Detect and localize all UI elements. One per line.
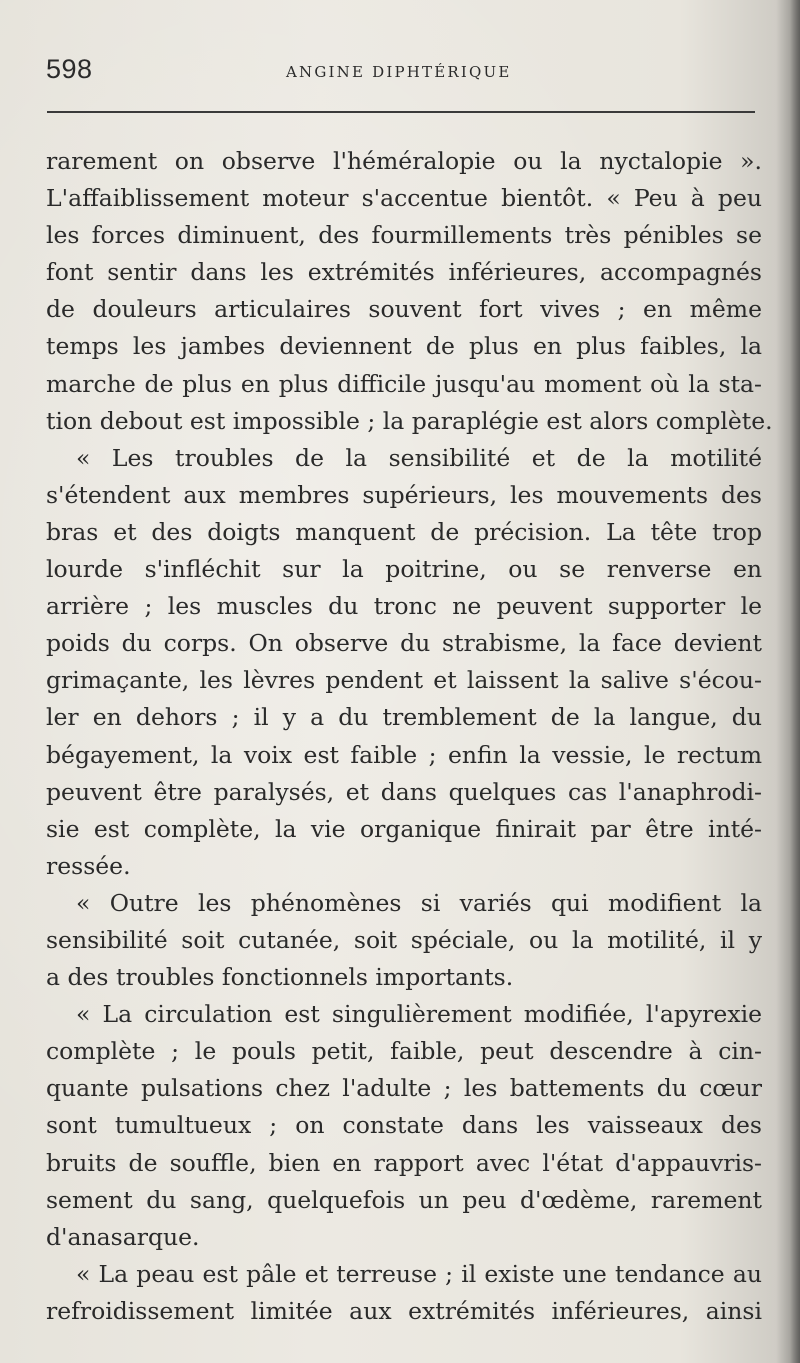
text-line: peuvent être paralysés, et dans quelques cas l'anaphrodi- [46, 777, 762, 806]
text-line: refroidissement limitée aux extrémités inférieures, ainsi [46, 1296, 762, 1325]
text-line: temps les jambes deviennent de plus en plus faibles, la [46, 332, 762, 361]
text-line: les forces diminuent, des fourmillements très pénibles se [46, 221, 762, 250]
text-line: bruits de souffle, bien en rapport avec l'état d'appauvris- [46, 1148, 762, 1177]
text-line: bras et des doigts manquent de précision. La tête trop [46, 517, 762, 546]
text-line: sie est complète, la vie organique finirait par être inté- [46, 814, 762, 843]
text-line: « Les troubles de la sensibilité et de la motilité [76, 443, 762, 472]
text-line: L'affaiblissement moteur s'accentue bientôt. « Peu à peu [46, 184, 762, 213]
text-line: bégayement, la voix est faible ; enfin la vessie, le rectum [46, 740, 762, 769]
text-line: de douleurs articulaires souvent fort vives ; en même [46, 295, 762, 324]
text-line: a des troubles fonctionnels importants. [46, 963, 514, 992]
text-line: poids du corps. On observe du strabisme, la face devient [46, 629, 762, 658]
text-line: sont tumultueux ; on constate dans les vaisseaux des [46, 1111, 762, 1140]
text-line: s'étendent aux membres supérieurs, les mouvements des [46, 480, 762, 509]
body-text [46, 143, 773, 1330]
text-line: font sentir dans les extrémités inférieures, accompagnés [46, 258, 762, 287]
text-line: grimaçante, les lèvres pendent et laissent la salive s'écou- [46, 666, 762, 695]
text-line: lourde s'infléchit sur la poitrine, ou se renverse en [46, 555, 762, 584]
text-line: quante pulsations chez l'adulte ; les battements du cœur [46, 1074, 762, 1103]
text-line: marche de plus en plus difficile jusqu'au moment où la sta- [46, 369, 762, 398]
text-line: ler en dehors ; il y a du tremblement de la langue, du [46, 703, 762, 732]
text-line: complète ; le pouls petit, faible, peut descendre à cin- [46, 1037, 762, 1066]
page-edge-shadow [790, 0, 800, 1363]
text-line: tion debout est impossible ; la paraplégie est alors complète. [46, 406, 773, 435]
page-header [46, 52, 756, 92]
text-line: « Outre les phénomènes si variés qui modifient la [76, 888, 762, 917]
text-line: sement du sang, quelquefois un peu d'œdème, rarement [46, 1185, 762, 1214]
header-rule [47, 111, 755, 113]
text-line: sensibilité soit cutanée, soit spéciale, ou la motilité, il y [46, 925, 762, 954]
text-line: « La peau est pâle et terreuse ; il existe une tendance au [76, 1259, 762, 1288]
text-line: ressée. [46, 851, 131, 880]
page-number: 598 [46, 54, 93, 84]
text-line: rarement on observe l'héméralopie ou la nyctalopie ». [46, 147, 762, 175]
text-line: d'anasarque. [46, 1222, 200, 1251]
text-line: arrière ; les muscles du tronc ne peuvent supporter le [46, 592, 762, 621]
text-line: « La circulation est singulièrement modifiée, l'apyrexie [76, 1000, 762, 1029]
running-title: ANGINE DIPHTÉRIQUE [286, 63, 512, 81]
